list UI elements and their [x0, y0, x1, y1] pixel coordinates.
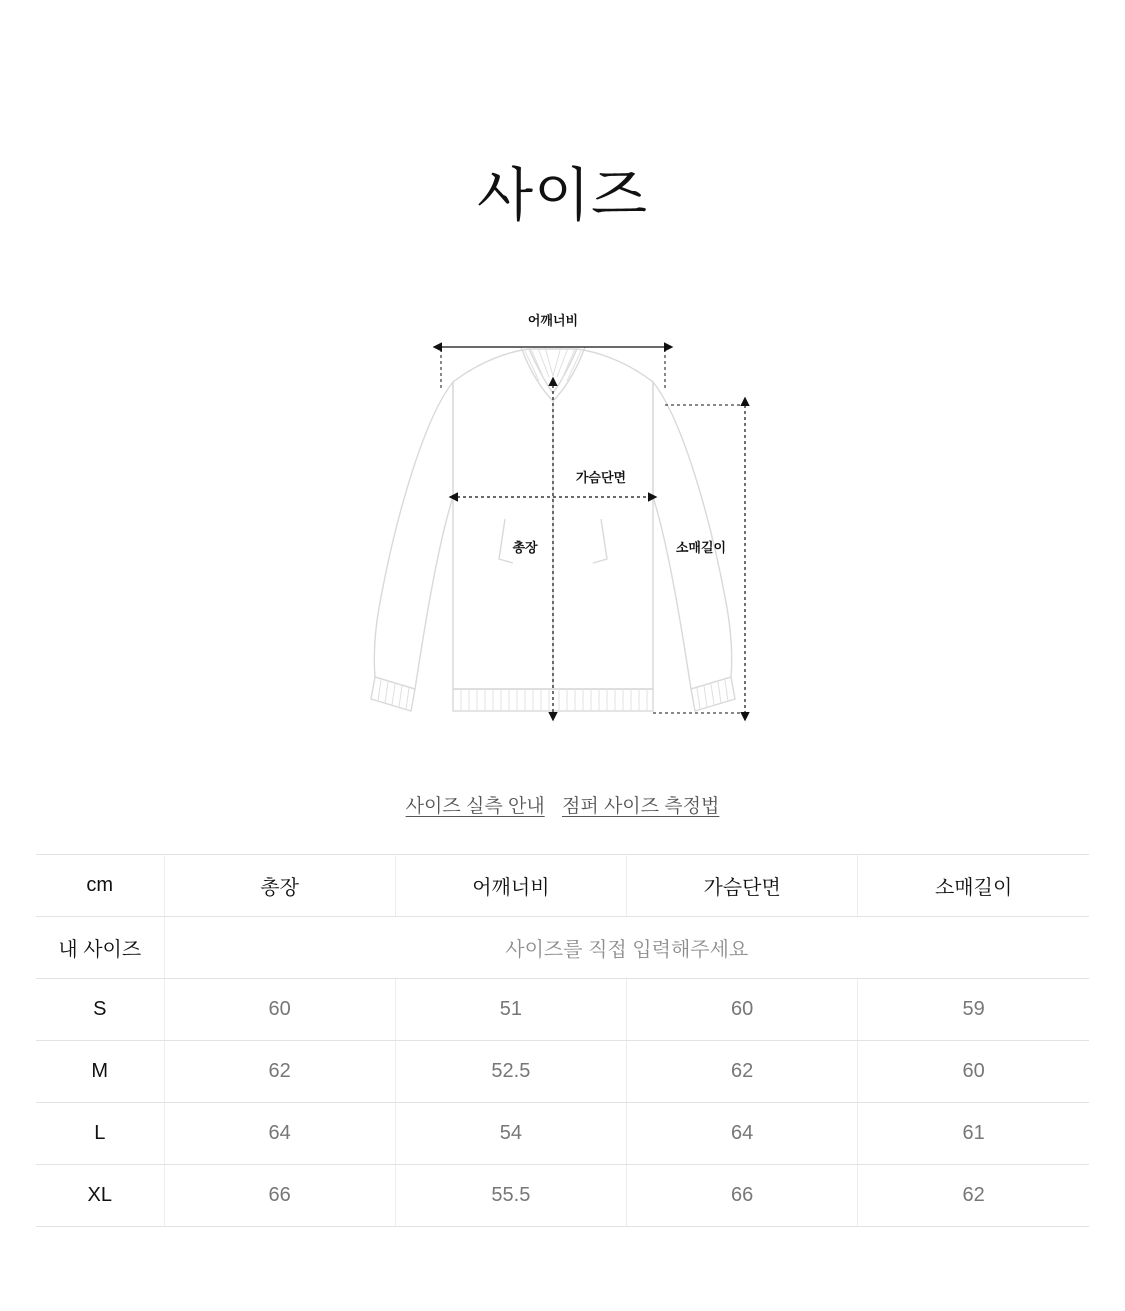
jacket-measurement-diagram [0, 297, 1125, 757]
length-dimension [511, 385, 553, 713]
jacket-measure-method-link[interactable]: 점퍼 사이즈 측정법 [561, 795, 720, 817]
cell-length: 62 [164, 1040, 395, 1102]
my-size-row[interactable] [36, 916, 1089, 978]
measurement-guides [441, 343, 745, 713]
cell-shoulder: 52.5 [395, 1040, 626, 1102]
size-guide-link[interactable]: 사이즈 실측 안내 [405, 795, 545, 817]
row-size-label: M [36, 1040, 164, 1102]
header-unit: cm [36, 854, 164, 916]
table-row [36, 1102, 1089, 1164]
header-chest: 가슴단면 [627, 854, 858, 916]
jacket-diagram-svg [353, 297, 773, 757]
table-row [36, 1164, 1089, 1226]
row-size-label: L [36, 1102, 164, 1164]
cell-sleeve: 60 [858, 1040, 1089, 1102]
cell-shoulder: 51 [395, 978, 626, 1040]
label-sleeve: 소매길이 [675, 539, 726, 555]
cell-length: 60 [164, 978, 395, 1040]
my-size-input[interactable]: 사이즈를 직접 입력해주세요 [164, 916, 1089, 978]
shoulder-dimension [441, 313, 665, 347]
row-size-label: S [36, 978, 164, 1040]
header-length: 총장 [164, 854, 395, 916]
cell-chest: 66 [627, 1164, 858, 1226]
table-row [36, 1040, 1089, 1102]
size-guide-page [0, 39, 1125, 1311]
cell-sleeve: 62 [858, 1164, 1089, 1226]
cell-shoulder: 55.5 [395, 1164, 626, 1226]
cell-length: 66 [164, 1164, 395, 1226]
cell-chest: 64 [627, 1102, 858, 1164]
cell-sleeve: 61 [858, 1102, 1089, 1164]
my-size-label: 내 사이즈 [36, 916, 164, 978]
size-table [36, 854, 1089, 1227]
cell-sleeve: 59 [858, 978, 1089, 1040]
page-title: 사이즈 [476, 162, 649, 228]
table-row [36, 978, 1089, 1040]
label-length: 총장 [511, 539, 538, 555]
cell-length: 64 [164, 1102, 395, 1164]
cell-chest: 60 [627, 978, 858, 1040]
row-size-label: XL [36, 1164, 164, 1226]
header-sleeve: 소매길이 [858, 854, 1089, 916]
header-shoulder: 어깨너비 [395, 854, 626, 916]
label-chest: 가슴단면 [575, 469, 626, 485]
measurement-links [0, 791, 1125, 818]
cell-chest: 62 [627, 1040, 858, 1102]
table-header-row [36, 854, 1089, 916]
label-shoulder: 어깨너비 [527, 312, 578, 328]
cell-shoulder: 54 [395, 1102, 626, 1164]
